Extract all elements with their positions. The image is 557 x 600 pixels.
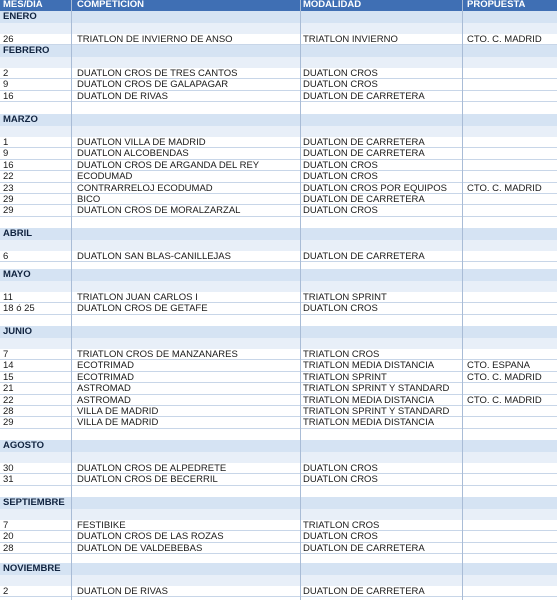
table-row [0,194,557,205]
month-spacer [0,281,557,292]
event-modality: DUATLON CROS [303,206,378,217]
event-day: 2 [3,587,9,597]
header-proposal: PROPUESTA [467,0,526,10]
event-day: 7 [3,350,9,360]
event-day: 14 [3,361,14,372]
event-competition: TRIATLÓN DE INVIERNO DE ANSÓ [77,35,233,45]
event-proposal: CTO. ESPAÑA [467,361,530,372]
event-day: 23 [3,183,14,194]
table-row [0,543,557,554]
table-row [0,303,557,314]
table-row [0,531,557,542]
month-spacer [0,575,557,586]
event-competition: DUATLON DE RIVAS [77,587,168,597]
event-day: 7 [3,521,9,531]
event-competition: VILLA DE MADRID [77,418,159,429]
event-day: 15 [3,372,14,383]
event-modality: DUATLON DE CARRETERA [303,138,425,148]
month-name: AGOSTO [3,441,44,451]
column-divider [300,0,301,600]
event-competition: DUATLÓN DE RIVAS [77,91,168,102]
event-day: 11 [3,293,13,303]
event-modality: DUATLÓN CROS [303,69,378,79]
month-header [0,440,557,452]
column-divider [71,0,72,600]
event-day: 9 [3,149,9,160]
month-name: MAYO [3,270,31,280]
header-month-day: MES/DÍA [3,0,43,10]
table-row [0,383,557,394]
event-proposal: CTO. C. MADRID [467,395,542,406]
event-competition: DUATLON CROS DE LAS ROZAS [77,532,224,543]
month-spacer [0,23,557,34]
month-spacer [0,240,557,251]
table-row [0,586,557,597]
event-competition: DUATLON CROS DE ALPEDRETE [77,464,227,474]
event-day: 9 [3,80,9,91]
event-modality: TRIATLON CROS [303,350,380,360]
event-competition: DUATLON SAN BLAS-CANILLEJAS [77,252,231,262]
event-modality: TRIATLÓN SPRINT Y STANDARD [303,407,450,417]
event-modality: DUATLON DE CARRETERA [303,195,425,205]
event-competition: DUATLON CROS DE GETAFE [77,304,208,315]
event-day: 21 [3,384,14,395]
event-day: 29 [3,206,14,217]
event-proposal: CTO. C. MADRID [467,35,542,45]
event-modality: DUATLON DE CARRETERA [303,252,425,262]
event-competition: ECOTRIMAD [77,361,134,372]
table-row [0,360,557,371]
table-row [0,406,557,417]
event-competition: DUATLÓN CROS DE TRES CANTOS [77,69,238,79]
month-header [0,114,557,126]
month-name: ABRIL [3,229,33,239]
table-row [0,137,557,148]
event-day: 20 [3,532,14,543]
event-competition: TRIATLON CROS DE MANZANARES [77,350,238,360]
month-header [0,563,557,575]
event-modality: DUATLON CROS [303,172,378,183]
month-name: NOVIEMBRE [3,564,61,574]
event-day: 6 [3,252,9,262]
event-day: 29 [3,418,14,429]
table-row [0,91,557,102]
table-row [0,349,557,360]
month-spacer [0,509,557,520]
event-day: 28 [3,543,14,554]
month-header [0,11,557,23]
event-competition: BICO [77,195,101,205]
event-modality: DUATLON CROS [303,475,378,486]
table-row [0,160,557,171]
header-modality: MODALIDAD [303,0,362,10]
table-row [0,520,557,531]
month-name: MARZO [3,115,38,125]
event-proposal: CTO. C. MADRID [467,183,542,194]
event-day: 16 [3,91,14,102]
event-modality: DUATLÓN DE CARRETERA [303,91,425,102]
month-header [0,45,557,57]
table-row [0,474,557,485]
month-name: ENERO [3,12,37,22]
table-row [0,372,557,383]
table-row [0,183,557,194]
event-modality: DUATLON DE CARRETERA [303,543,425,554]
table-row [0,417,557,428]
month-spacer [0,126,557,137]
event-day: 16 [3,160,14,171]
event-competition: FESTIBIKE [77,521,126,531]
event-day: 2 [3,69,9,79]
table-row [0,463,557,474]
month-header [0,269,557,281]
event-modality: DUATLON CROS POR EQUIPOS [303,183,447,194]
table-row [0,395,557,406]
table-row [0,251,557,262]
month-header [0,228,557,240]
month-spacer [0,57,557,68]
event-day: 22 [3,172,14,183]
table-row [0,68,557,79]
event-competition: DUATLON CROS DE ARGANDA DEL REY [77,160,260,171]
table-row [0,171,557,182]
event-modality: TRIATLÓN INVIERNO [303,35,398,45]
event-competition: DUATLON ALCOBENDAS [77,149,189,160]
event-competition: DUATLÓN CROS DE GALAPAGAR [77,80,229,91]
event-day: 30 [3,464,14,474]
event-day: 18 ó 25 [3,304,35,315]
event-competition: DUATLON DE VALDEBEBAS [77,543,203,554]
header-competition: COMPETICIÓN [77,0,145,10]
table-row [0,34,557,45]
month-spacer [0,338,557,349]
event-competition: ECODUMAD [77,172,133,183]
month-name: FEBRERO [3,46,50,56]
event-competition: ASTROMAD [77,395,131,406]
month-spacer [0,452,557,463]
event-modality: DUATLON CROS [303,464,378,474]
table-row [0,148,557,159]
event-day: 22 [3,395,14,406]
event-modality: TRIATLÓN SPRINT Y STANDARD [303,384,450,395]
event-modality: DUATLON CROS [303,160,378,171]
month-header [0,326,557,338]
event-competition: CONTRARRELOJ ECODUMAD [77,183,213,194]
event-modality: TRIATLÓN SPRINT [303,372,387,383]
event-modality: TRIATLON MEDIA DISTANCIA [303,395,435,406]
event-competition: TRIATLON JUAN CARLOS I [77,293,198,303]
month-name: JUNIO [3,327,33,337]
event-day: 26 [3,35,14,45]
month-name: SEPTIEMBRE [3,498,65,508]
event-competition: DUATLON VILLA DE MADRID [77,138,206,148]
table-row [0,205,557,216]
event-modality: DUATLON DE CARRETERA [303,587,425,597]
event-day: 1 [3,138,9,148]
event-modality: TRIATLON CROS [303,521,380,531]
table-row [0,292,557,303]
table-row [0,79,557,90]
event-modality: TRIATLON SPRINT [303,293,387,303]
event-competition: ASTROMAD [77,384,131,395]
month-header [0,497,557,509]
event-competition: DUATLON CROS DE BECERRIL [77,475,218,486]
event-day: 31 [3,475,14,486]
event-modality: DUATLON DE CARRETERA [303,149,425,160]
event-competition: DUATLON CROS DE MORALZARZAL [77,206,241,217]
event-day: 29 [3,195,14,205]
event-day: 28 [3,407,14,417]
column-divider [462,0,463,600]
event-modality: TRIATLÓN MEDIA DISTANCIA [303,418,435,429]
header-row [0,0,557,11]
event-competition: VILLA DE MADRID [77,407,159,417]
event-modality: DUATLÓN CROS [303,80,378,91]
event-modality: DUATLON CROS [303,532,378,543]
event-competition: ECOTRIMAD [77,372,134,383]
event-modality: DUATLON CROS [303,304,378,315]
event-modality: TRIATLÓN MEDIA DISTANCIA [303,361,435,372]
event-proposal: CTO. C. MADRID [467,372,542,383]
